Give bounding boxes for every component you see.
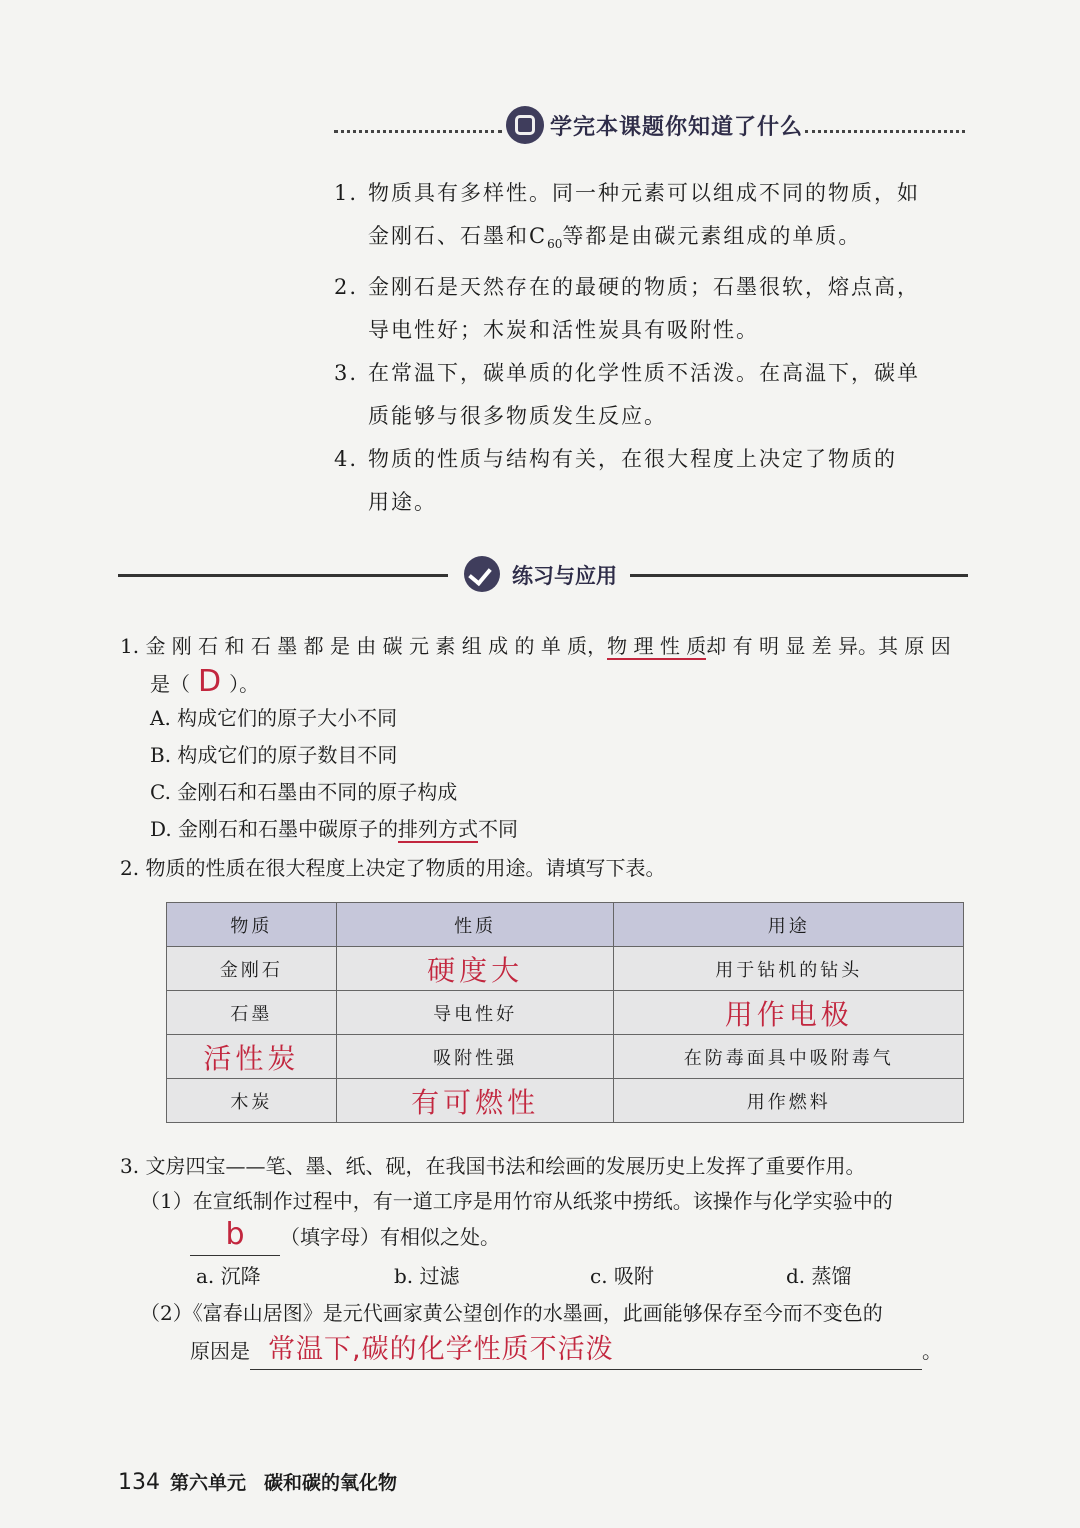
q3-choice-b: b. 过滤 <box>394 1264 460 1288</box>
handwritten-answer: 有可燃性 <box>336 1079 614 1123</box>
q3-sub2-line2: 原因是 常温下,碳的化学性质不活泼 。 <box>190 1333 942 1370</box>
practice-title: 练习与应用 <box>512 564 617 588</box>
q2-text: 2. 物质的性质在很大程度上决定了物质的用途。请填写下表。 <box>120 856 666 880</box>
q1-underlined: 物 理 性 质 <box>607 634 707 658</box>
handwritten-answer: 活性炭 <box>167 1035 337 1079</box>
q3-sub2-answer: 常温下,碳的化学性质不活泼 <box>268 1334 614 1365</box>
summary-item-2: 2. 金刚石是天然存在的最硬的物质；石墨很软，熔点高， 导电性好；木炭和活性炭具有吸附性。 <box>334 275 920 343</box>
summary-header <box>330 104 970 148</box>
q3-choice-a: a. 沉降 <box>196 1264 261 1288</box>
handwritten-answer: 用作电极 <box>614 991 964 1035</box>
table-row: 活性炭 吸附性强 在防毒面具中吸附毒气 <box>167 1035 964 1079</box>
check-badge-icon <box>464 556 500 592</box>
practice-header <box>118 556 968 596</box>
q1-option-b: B. 构成它们的原子数目不同 <box>150 743 398 767</box>
q3-sub2-line1: （2）《富春山居图》是元代画家黄公望创作的水墨画，此画能够保存至今而不变色的 <box>140 1301 883 1325</box>
summary-title: 学完本课题你知道了什么 <box>550 115 804 140</box>
q1-option-c: C. 金刚石和石墨由不同的原子构成 <box>150 780 458 804</box>
topic-label: 碳和碳的氧化物 <box>264 1472 398 1494</box>
q3-choice-d: d. 蒸馏 <box>786 1264 852 1288</box>
summary-badge-icon <box>506 106 544 144</box>
handwritten-answer: 硬度大 <box>336 947 614 991</box>
q3-text: 3. 文房四宝——笔、墨、纸、砚，在我国书法和绘画的发展历史上发挥了重要作用。 <box>120 1154 866 1178</box>
q1-line2: 是（ D ）。 <box>150 664 260 699</box>
dotted-divider-right <box>805 130 965 133</box>
summary-item-1: 1. 物质具有多样性。同一种元素可以组成不同的物质，如 金刚石、石墨和$C_{60}$等都是由碳元素组成的单质。 <box>334 181 920 252</box>
table-row: 石墨 导电性好 用作电极 <box>167 991 964 1035</box>
page-footer <box>118 1468 397 1495</box>
summary-item-4: 4. 物质的性质与结构有关，在很大程度上决定了物质的 用途。 <box>334 447 897 515</box>
table-row: 金刚石 硬度大 用于钻机的钻头 <box>167 947 964 991</box>
rule-right <box>630 574 968 577</box>
page-number: 134 <box>118 1470 160 1495</box>
table-header-row: 物质 性质 用途 <box>167 903 964 947</box>
q1-option-d: D. 金刚石和石墨中碳原子的排列方式不同 <box>150 817 519 841</box>
rule-left <box>118 574 448 577</box>
q3-choice-c: c. 吸附 <box>590 1264 654 1288</box>
q1-option-a: A. 构成它们的原子大小不同 <box>150 706 398 730</box>
summary-item-3: 3. 在常温下，碳单质的化学性质不活泼。在高温下，碳单 质能够与很多物质发生反应。 <box>334 361 920 429</box>
q3-sub1-answer: b <box>225 1217 245 1252</box>
q1-line1: 1. 金 刚 石 和 石 墨 都 是 由 碳 元 素 组 成 的 单 质，物 理 性 质却 有 明 显 差 异。其 原 因 <box>120 634 951 658</box>
dotted-divider-left <box>334 130 502 133</box>
unit-label: 第六单元 <box>170 1472 247 1494</box>
table-row: 木炭 有可燃性 用作燃料 <box>167 1079 964 1123</box>
property-table <box>166 902 964 1123</box>
q3-sub1-line1: （1）在宣纸制作过程中，有一道工序是用竹帘从纸浆中捞纸。该操作与化学实验中的 <box>140 1189 893 1213</box>
q3-sub1-line2: b （填字母）有相似之处。 <box>190 1219 500 1256</box>
q1-answer: D <box>198 664 222 699</box>
summary-list <box>334 172 974 524</box>
